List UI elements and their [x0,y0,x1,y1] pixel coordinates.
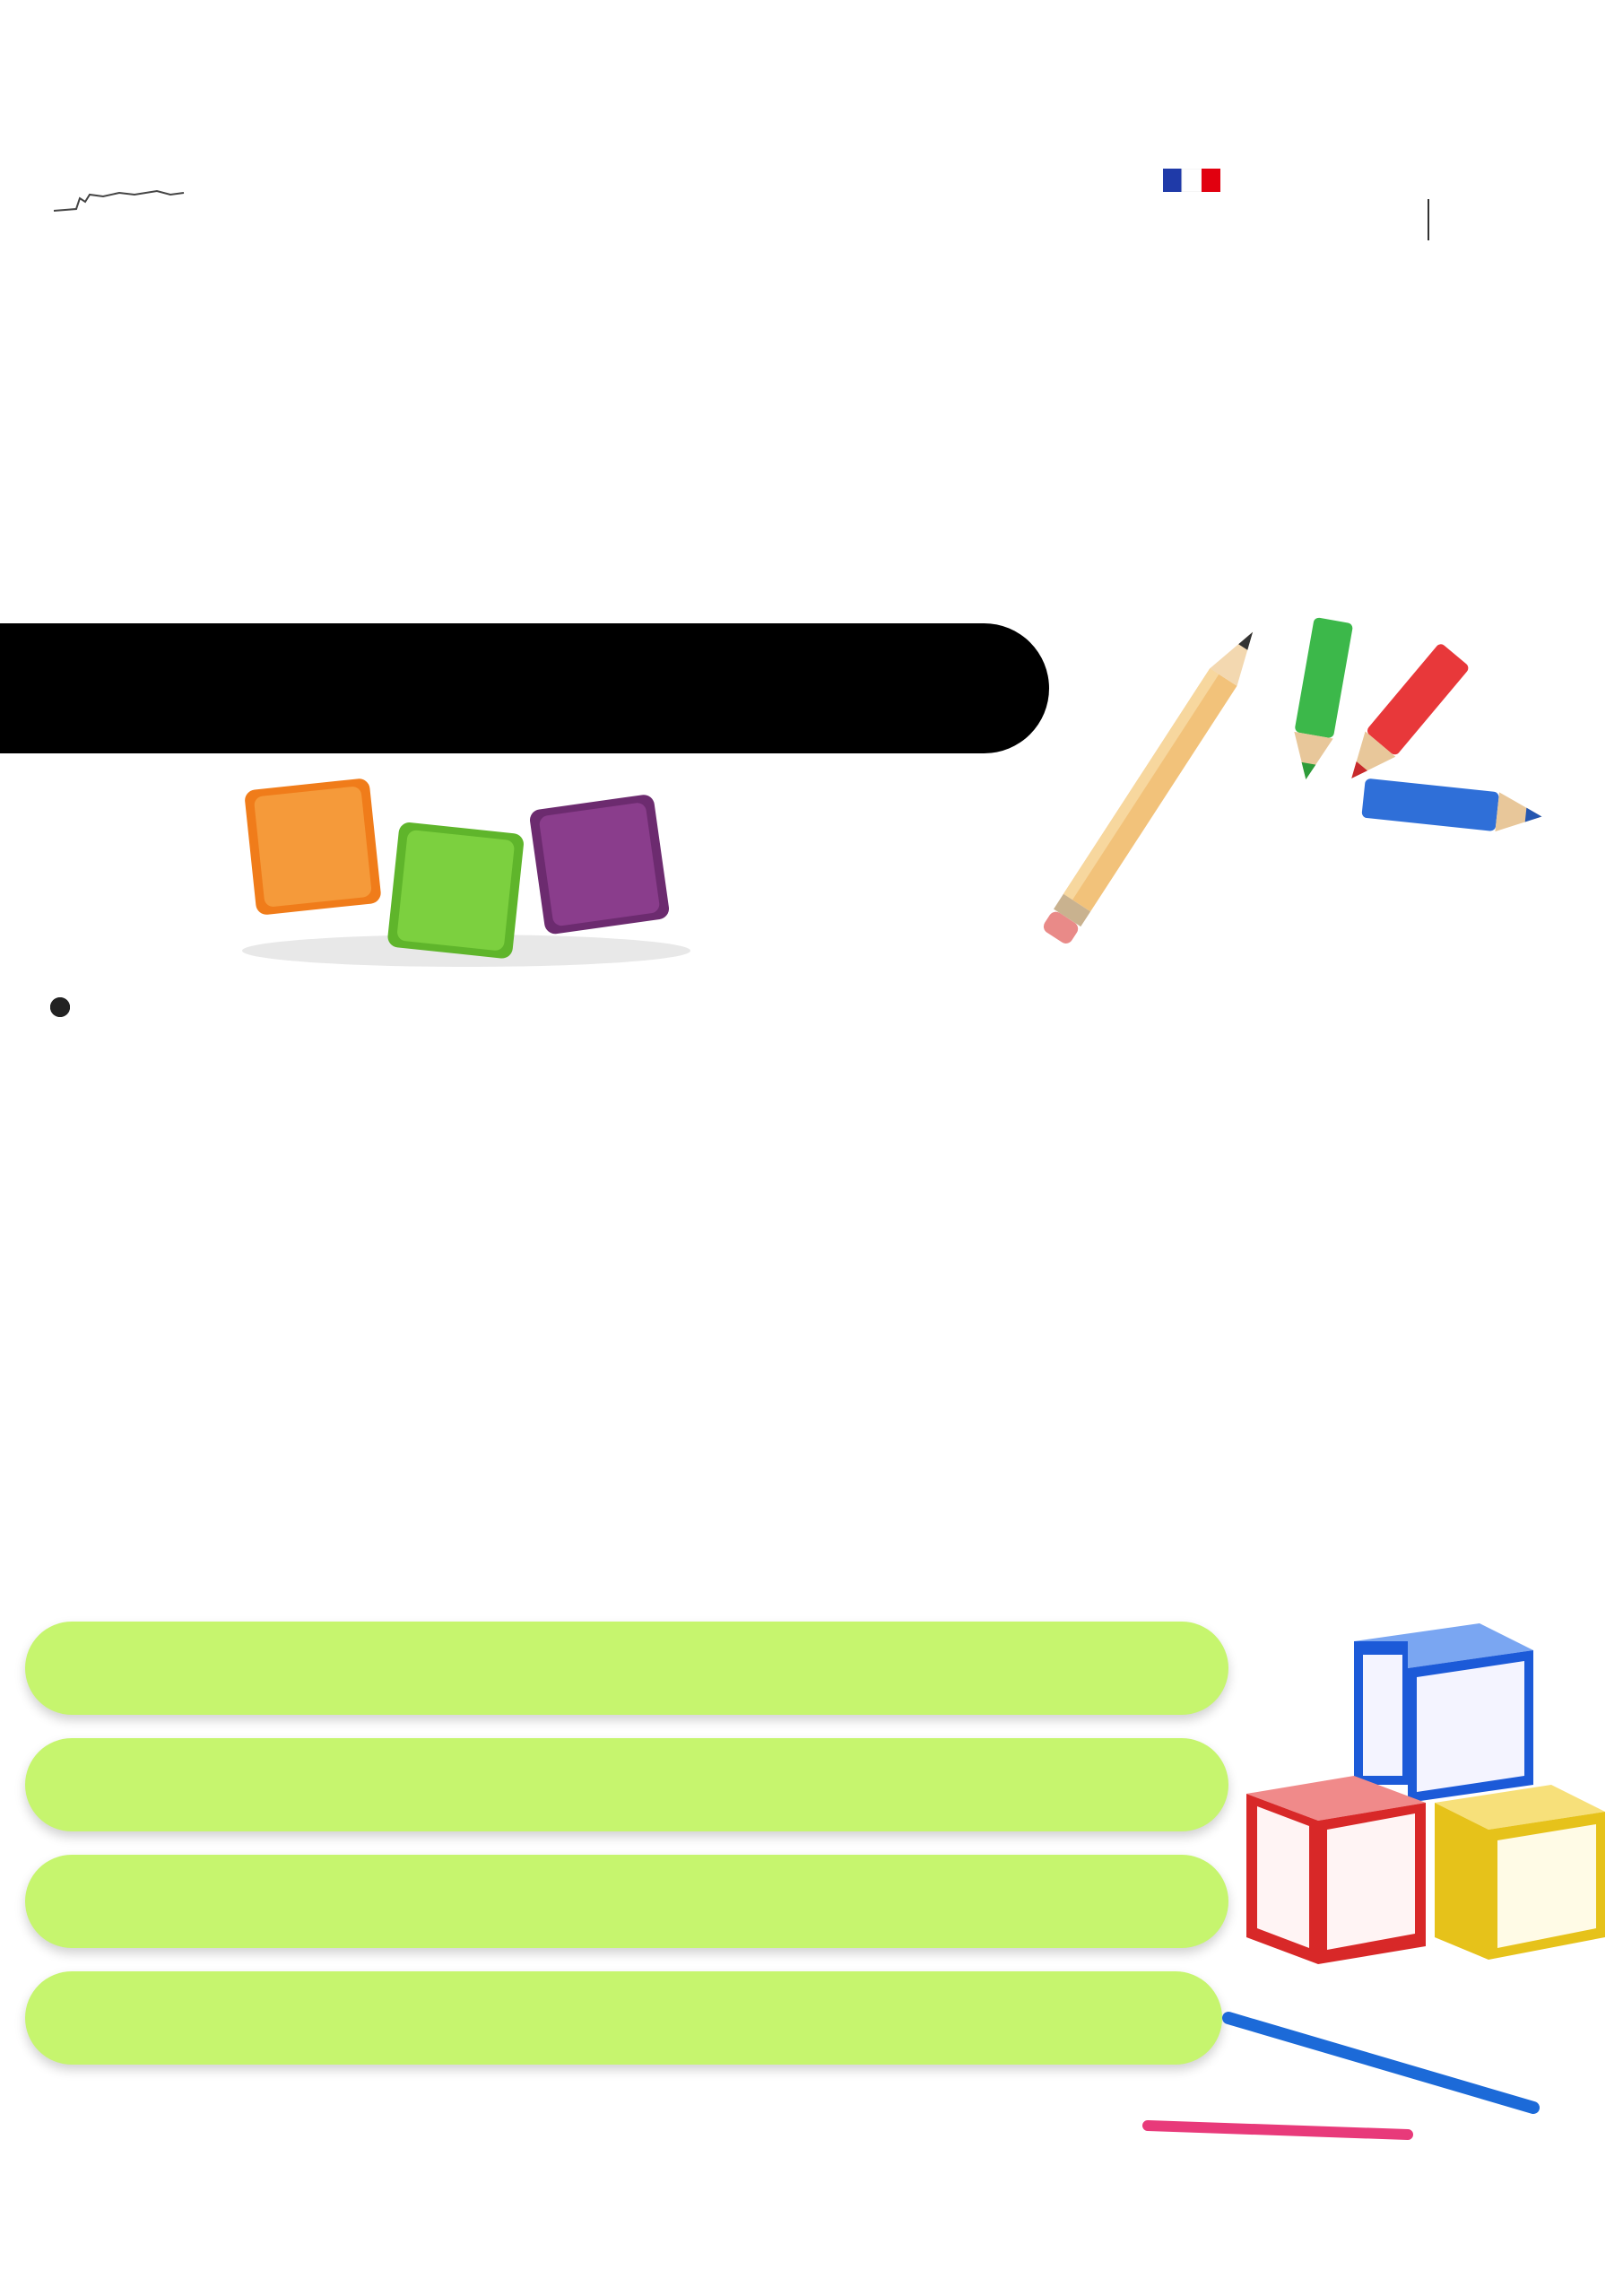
top-pencil-border [0,0,1623,161]
contact-ecole-rene-cassin [25,1855,1228,1948]
pencil-image [1031,619,1264,969]
abc-cubes-image [1237,1614,1614,1973]
bottom-pencils-image [0,2054,825,2296]
rep-banner [0,623,1049,753]
abc-blocks-image [215,767,717,973]
contact-ecole-cuiry [25,1622,1228,1715]
crayons-image [1264,610,1542,852]
foam-letters-image [1139,2000,1551,2296]
ville-de-gien-logo [49,175,193,341]
republic-flag-icon [1163,169,1220,192]
contact-ecole-montoires [25,1738,1228,1831]
academie-divider [1428,199,1429,240]
contact-ecole-gare [25,1971,1222,2065]
